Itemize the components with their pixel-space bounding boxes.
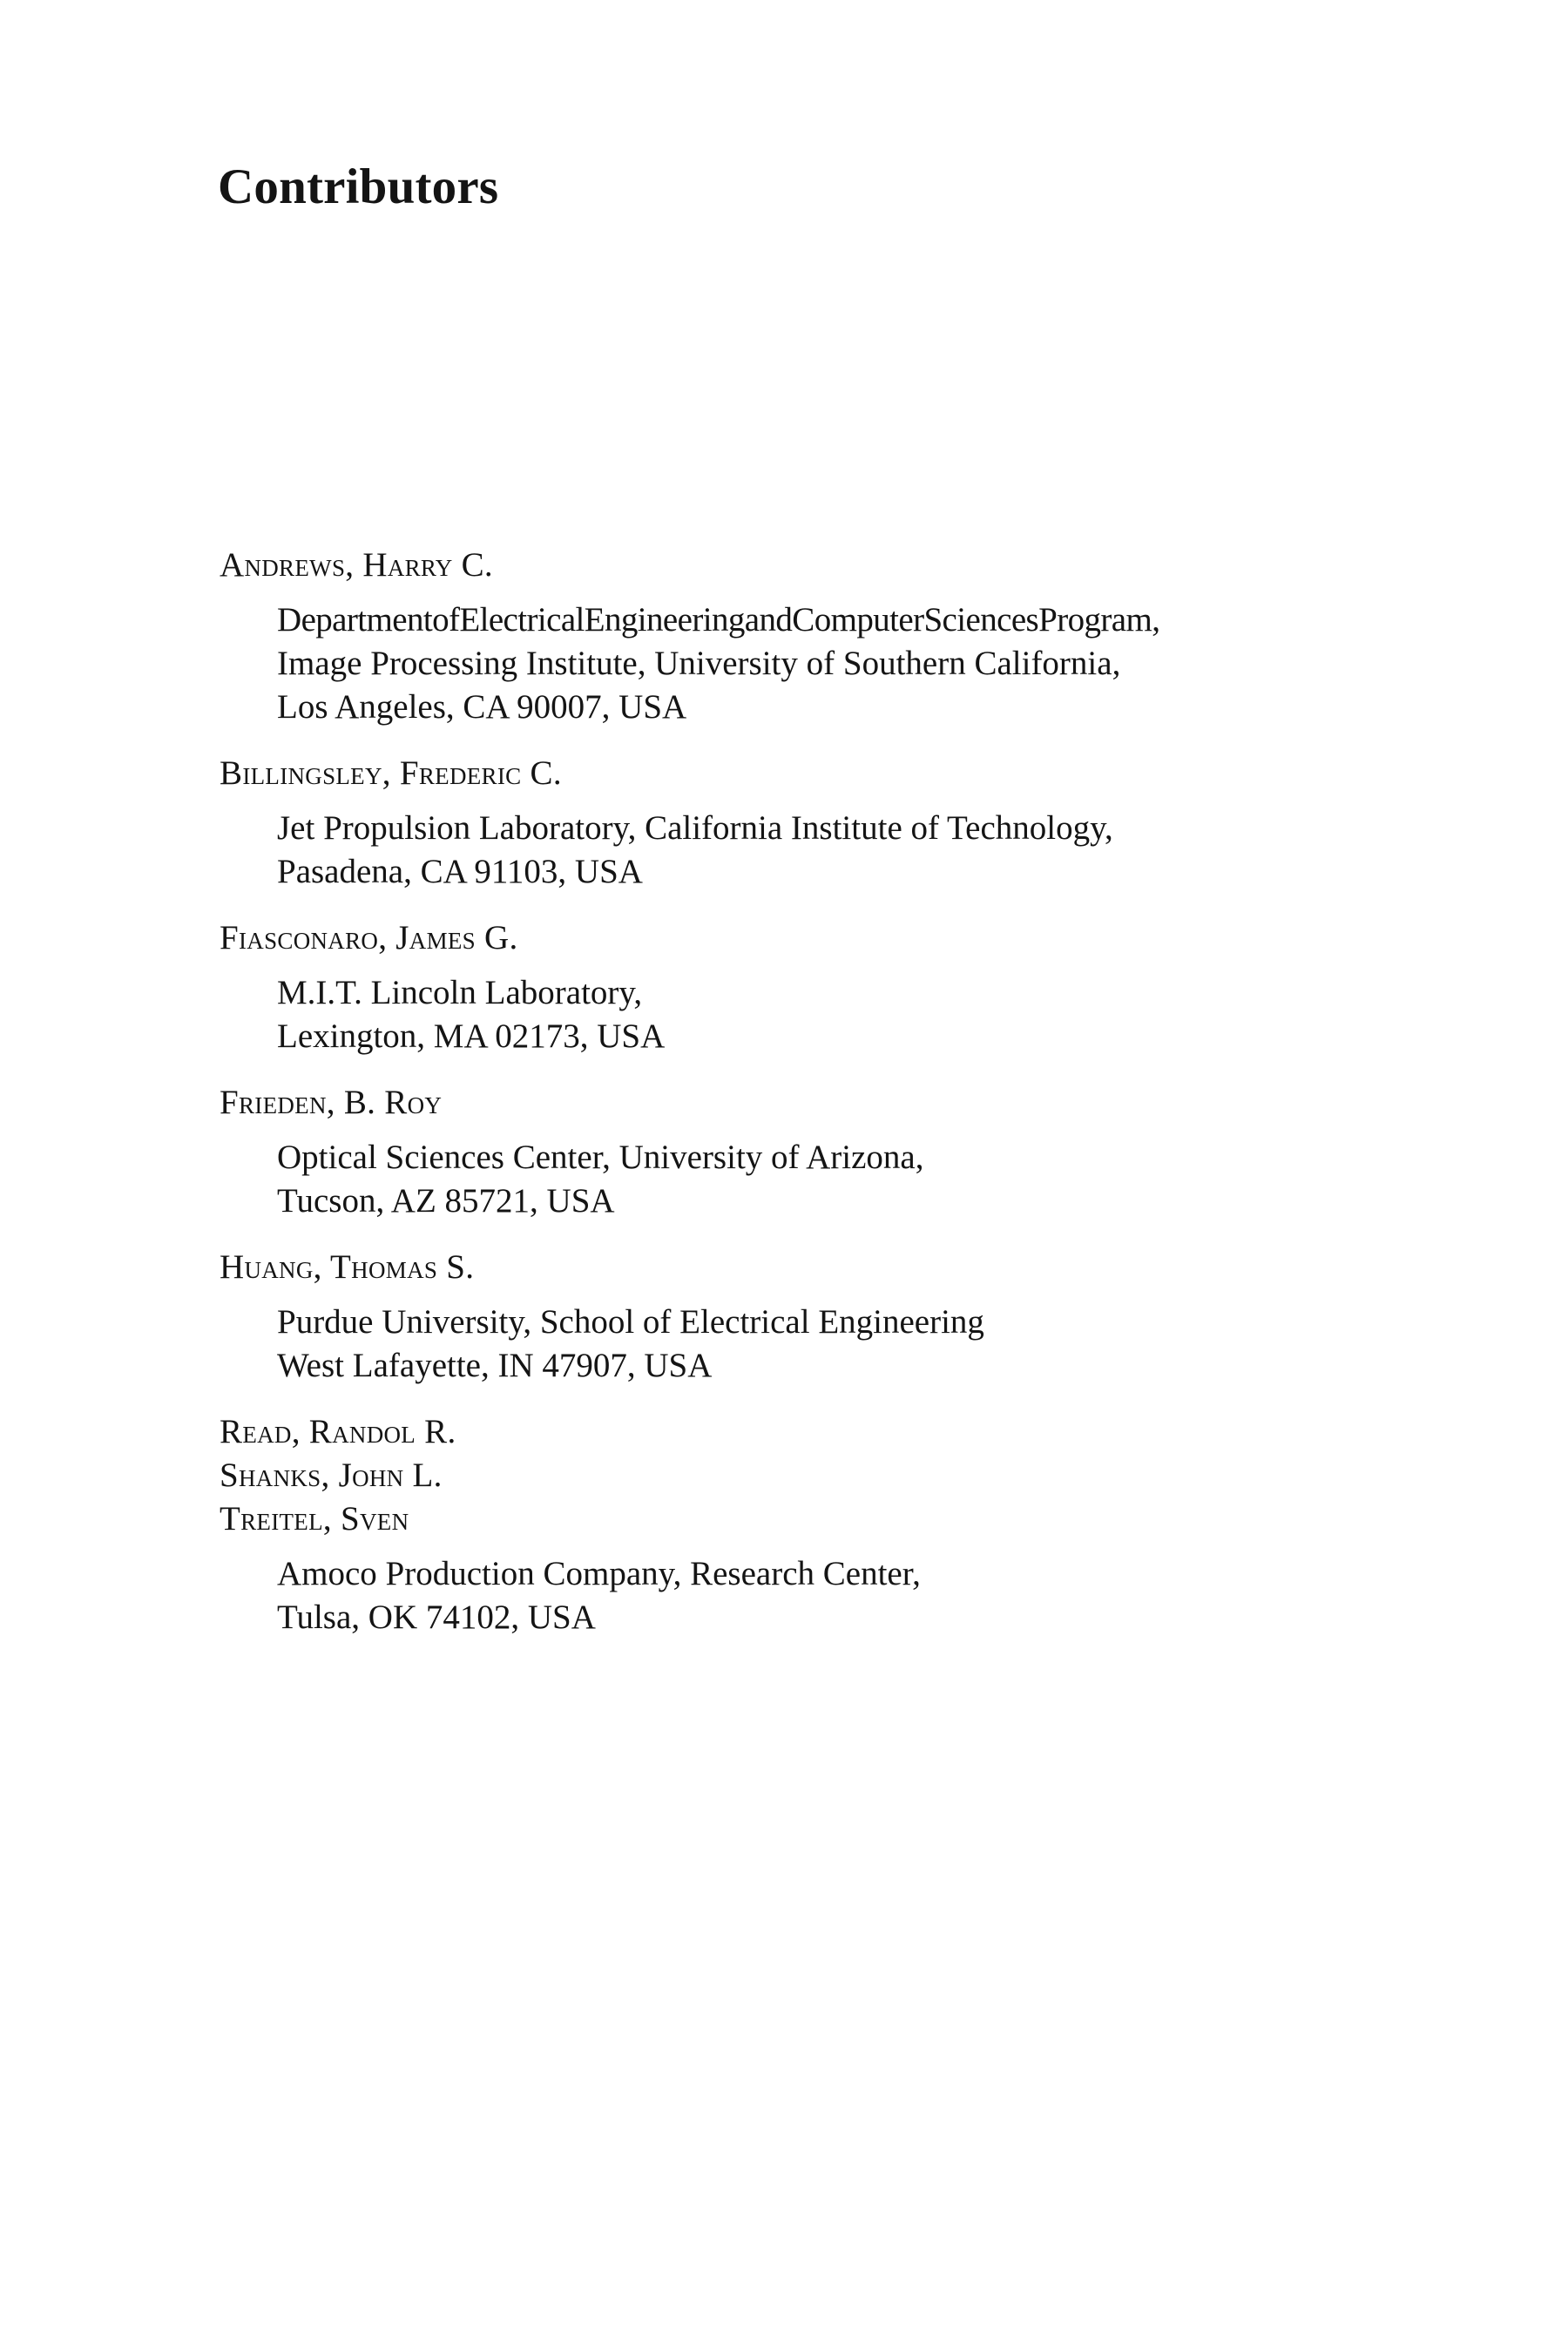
contributor-entry-billingsley (220, 752, 1439, 894)
contributor-entry-fiasconaro (220, 916, 1439, 1058)
contributor-affiliation (277, 1552, 1439, 1639)
contributor-affiliation (277, 598, 1439, 729)
contributors-list (220, 544, 1439, 1639)
contributor-entry-andrews (220, 544, 1439, 729)
affiliation-line: Lexington, MA 02173, USA (277, 1017, 666, 1055)
contributor-name: Billingsley, Frederic C. (220, 754, 562, 792)
affiliation-line: M.I.T. Lincoln Laboratory, (277, 974, 643, 1011)
affiliation-line: Los Angeles, CA 90007, USA (277, 688, 687, 726)
affiliation-line: Jet Propulsion Laboratory, California Institute of Technology, (277, 809, 1113, 847)
contributor-entry-huang (220, 1246, 1439, 1388)
contributor-name: Andrews, Harry C. (220, 546, 493, 584)
contributor-affiliation (277, 971, 1439, 1058)
contributor-affiliation (277, 1136, 1439, 1223)
affiliation-line: Pasadena, CA 91103, USA (277, 853, 643, 890)
affiliation-line: West Lafayette, IN 47907, USA (277, 1347, 713, 1384)
contributor-name: Huang, Thomas S. (220, 1248, 475, 1286)
contributor-name: Treitel, Sven (220, 1500, 409, 1538)
contributor-entry-amoco (220, 1410, 1439, 1639)
contributor-name: Frieden, B. Roy (220, 1084, 443, 1121)
contributor-entry-frieden (220, 1081, 1439, 1223)
affiliation-line: Tulsa, OK 74102, USA (277, 1598, 596, 1636)
contributor-affiliation (277, 1301, 1439, 1388)
contributor-name: Read, Randol R. (220, 1413, 456, 1450)
affiliation-line: Amoco Production Company, Research Center, (277, 1555, 921, 1592)
affiliation-line: Image Processing Institute, University of Southern California, (277, 645, 1121, 682)
contributor-affiliation (277, 807, 1439, 894)
contributor-name: Fiasconaro, James G. (220, 919, 518, 956)
page-title: Contributors (218, 159, 499, 214)
affiliation-line: Purdue University, School of Electrical Engineering (277, 1303, 984, 1341)
affiliation-line: Tucson, AZ 85721, USA (277, 1182, 615, 1220)
affiliation-line: Optical Sciences Center, University of Arizona, (277, 1139, 924, 1176)
affiliation-line: DepartmentofElectricalEngineeringandComputerSciencesProgram, (277, 601, 1160, 639)
contributor-name: Shanks, John L. (220, 1456, 443, 1494)
